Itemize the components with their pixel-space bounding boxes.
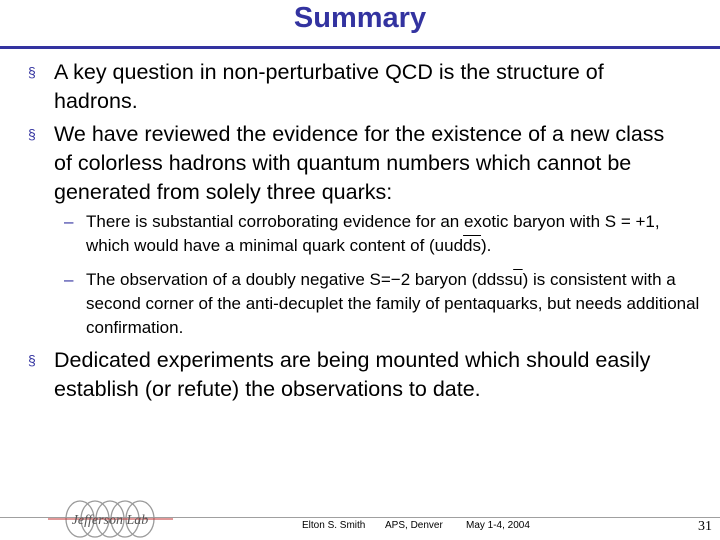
sub-text-part: The observation of a doubly negative S=−2 baryon (ddss: [86, 270, 514, 289]
bullet-text: We have reviewed the evidence for the existence of a new class of colorless hadrons with quantum numbers which cannot be generated from solely three quarks:: [54, 122, 665, 204]
sub-text-part: ) is consistent with a second corner of the anti-decuplet the family of pentaquarks, but needs additional confirmation.: [86, 270, 700, 337]
sub-bullet-marker: –: [64, 270, 74, 289]
sub-bullet-text: [86, 210, 704, 258]
bullet-text: A key question in non-perturbative QCD is the structure of hadrons.: [54, 60, 604, 113]
bullet-marker: §: [28, 126, 36, 142]
title-underline: [0, 46, 720, 49]
footer-date: May 1-4, 2004: [466, 520, 530, 531]
antiquark-overline-text: $\overline{u}$: [513, 270, 523, 289]
bullet-marker: §: [28, 352, 36, 368]
antiquark-overline-text: $\overline{ds}$: [463, 236, 482, 255]
sub-bullet-marker: –: [64, 212, 74, 231]
page-number: 31: [698, 519, 712, 534]
bullet-text: Dedicated experiments are being mounted which should easily establish (or refute) the observations to date.: [54, 348, 651, 401]
bullet-item: [28, 346, 688, 404]
logo-wordmark: Jefferson Lab: [71, 513, 149, 528]
slide-title: Summary: [293, 2, 427, 34]
sub-text-part: There is substantial corroborating evidence for an exotic baryon with S = +1, which would have a minimal quark content of (uud: [86, 212, 660, 255]
sub-bullet-text: [86, 268, 704, 340]
bullet-marker: §: [28, 64, 36, 80]
sub-bullet-item: [64, 268, 704, 340]
footer-author: Elton S. Smith: [302, 520, 366, 531]
sub-bullet-item: [64, 210, 704, 258]
footer-meeting: APS, Denver: [385, 520, 443, 531]
bullet-item: [28, 58, 688, 116]
bullet-item: [28, 120, 688, 207]
sub-text-part: ).: [481, 236, 492, 255]
jefferson-lab-logo: [48, 497, 173, 540]
